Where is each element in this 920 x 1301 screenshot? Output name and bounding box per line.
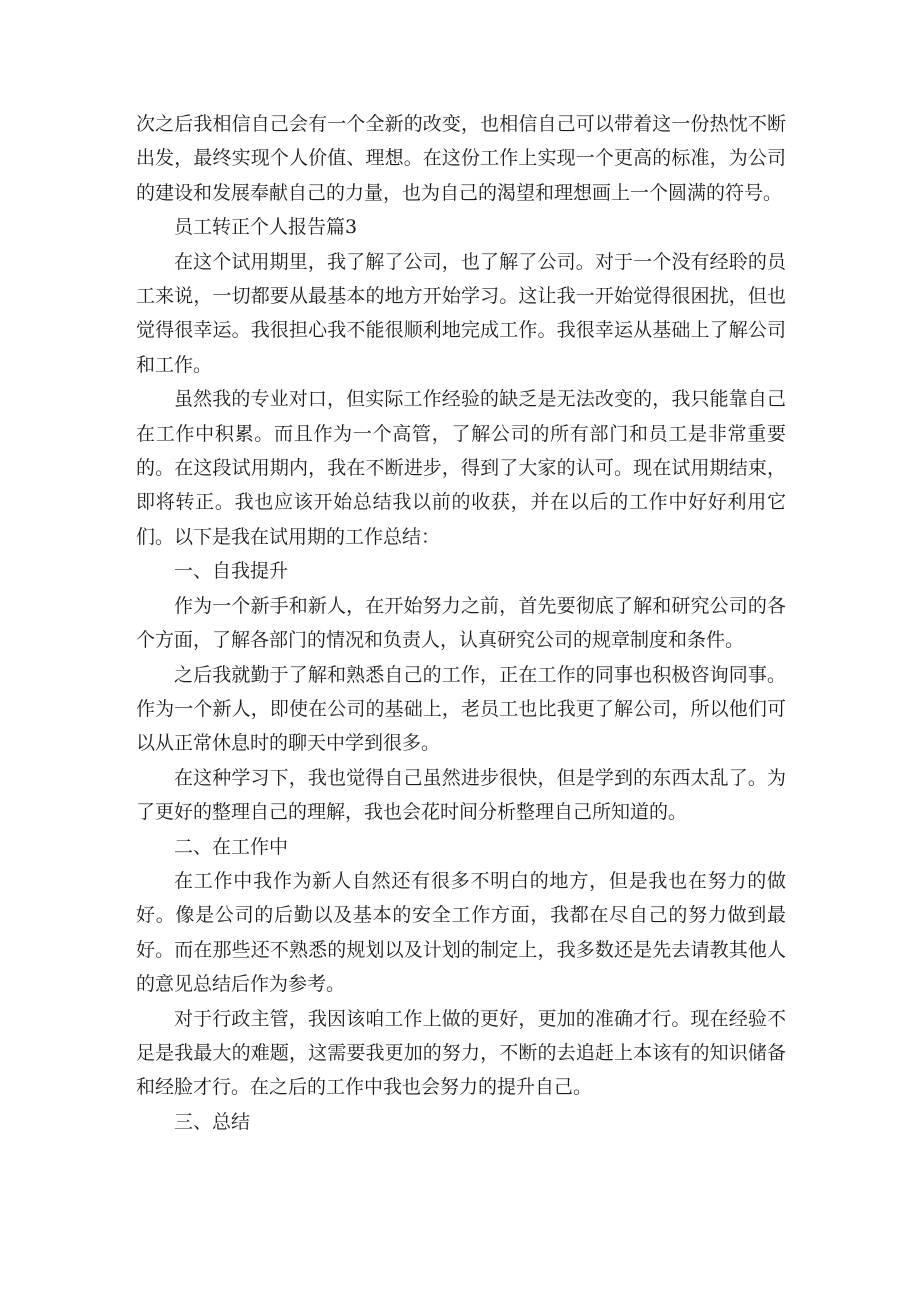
paragraph: 在工作中我作为新人自然还有很多不明白的地方，但是我也在努力的做好。像是公司的后勤以及基本的安全工作方面，我都在尽自己的努力做到最好。而在那些还不熟悉的规划以及计划的制定上，我多数还是先去请教其他人的意见总结后作为参考。: [136, 869, 786, 996]
paragraph-continuation: 次之后我相信自己会有一个全新的改变，也相信自己可以带着这一份热忱不断出发，最终实现个人价值、理想。在这份工作上实现一个更高的标准，为公司的建设和发展奉献自己的力量，也为自己的渴望和理想画上一个圆满的符号。: [136, 113, 786, 204]
paragraph: 之后我就勤于了解和熟悉自己的工作，正在工作的同事也积极咨询同事。作为一个新人，即使在公司的基础上，老员工也比我更了解公司，所以他们可以从正常休息时的聊天中学到很多。: [136, 663, 786, 755]
paragraph: 作为一个新手和新人，在开始努力之前，首先要彻底了解和研究公司的各个方面，了解各部门的情况和负责人，认真研究公司的规章制度和条件。: [136, 594, 786, 652]
paragraph: 在这种学习下，我也觉得自己虽然进步很快，但是学到的东西太乱了。为了更好的整理自己的理解，我也会花时间分析整理自己所知道的。: [136, 766, 786, 824]
paragraph: 虽然我的专业对口，但实际工作经验的缺乏是无法改变的，我只能靠自己在工作中积累。而且作为一个高管，了解公司的所有部门和员工是非常重要的。在这段试用期内，我在不断进步，得到了大家的认可。现在试用期结束，即将转正。我也应该开始总结我以前的收获，并在以后的工作中好好利用它们。以下是我在试用期的工作总结：: [136, 388, 786, 548]
subheading-self-improvement: 一、自我提升: [174, 560, 289, 583]
section-heading-report-3: 员工转正个人报告篇3: [174, 216, 358, 239]
document-body: [136, 107, 786, 1139]
paragraph: 在这个试用期里，我了解了公司，也了解了公司。对于一个没有经聆的员工来说，一切都要从最基本的地方开始学习。这让我一开始觉得很困扰，但也觉得很幸运。我很担心我不能很顺利地完成工作。我很幸运从基础上了解公司和工作。: [136, 250, 786, 376]
subheading-at-work: 二、在工作中: [174, 835, 289, 858]
paragraph: 对于行政主管，我因该咱工作上做的更好，更加的准确才行。现在经验不足是我最大的难题，这需要我更加的努力，不断的去追赶上本该有的知识储备和经脸才行。在之后的工作中我也会努力的提升自己。: [136, 1007, 786, 1099]
subheading-summary: 三、总结: [174, 1110, 251, 1133]
